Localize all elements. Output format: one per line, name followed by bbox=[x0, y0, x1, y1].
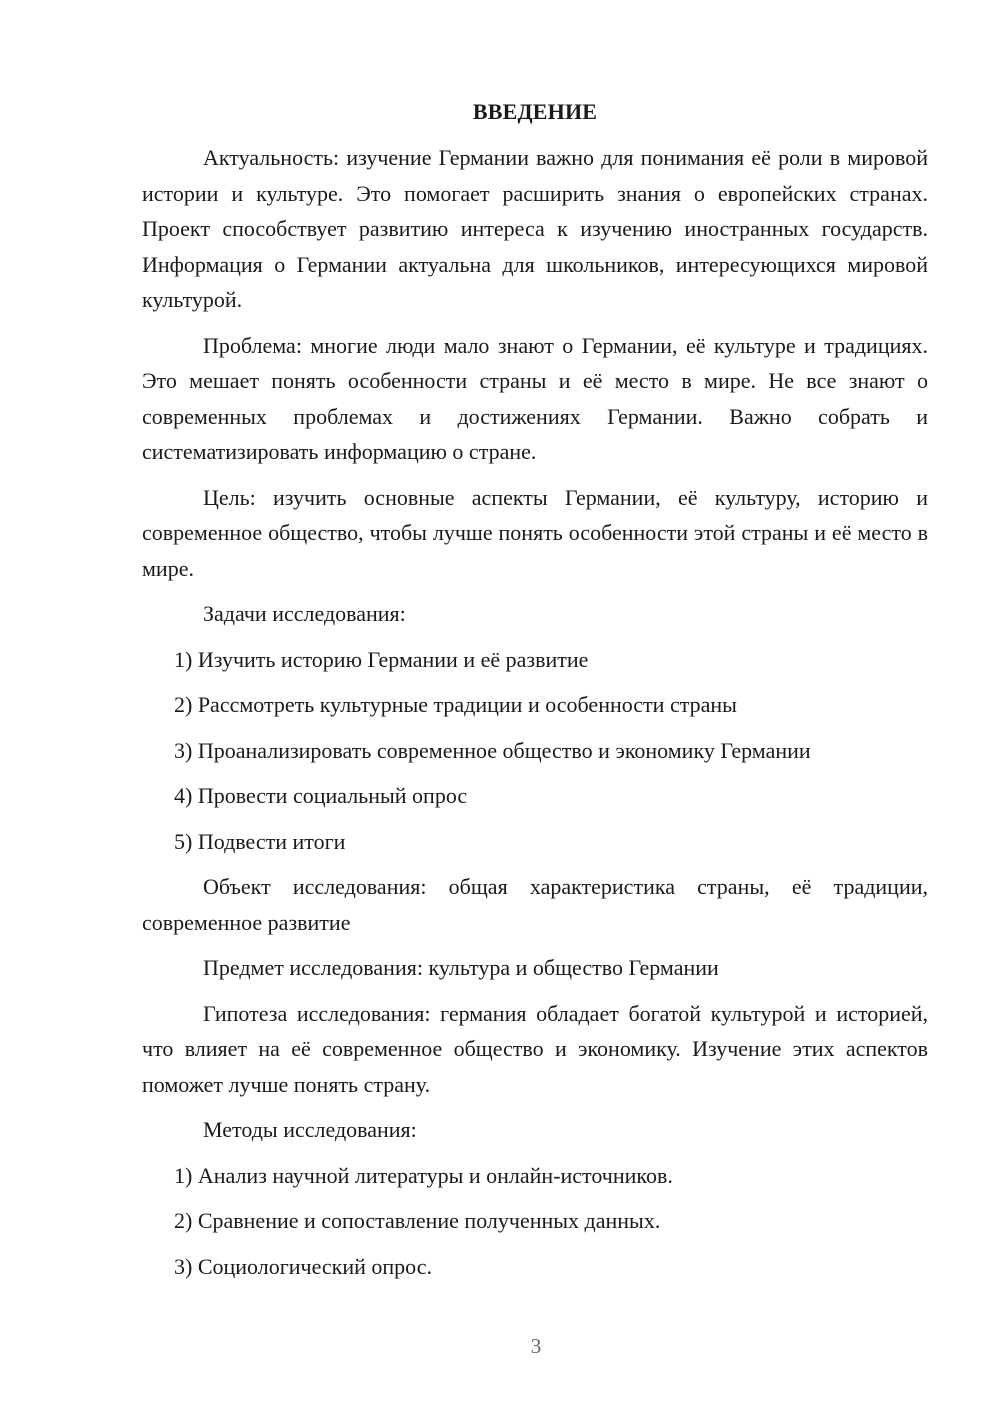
subject-paragraph: Предмет исследования: культура и общество Германии bbox=[203, 955, 719, 980]
list-item: 4) Провести социальный опрос bbox=[174, 783, 468, 808]
methods-heading: Методы исследования: bbox=[203, 1117, 417, 1142]
section-title: ВВЕДЕНИЕ bbox=[472, 99, 598, 124]
relevance-paragraph: Актуальность: изучение Германии важно для понимания её роли в мировой истории и культуре. Это помогает расширить знания о европейских странах. Проект способствует развитию интереса к изучению иностранных государств. Информация о Германии актуальна для школьников, интересующихся мировой культурой. bbox=[142, 145, 928, 312]
object-paragraph: Объект исследования: общая характеристика страны, её традиции, современное развитие bbox=[142, 874, 928, 935]
list-item: 2) Рассмотреть культурные традиции и особенности страны bbox=[174, 692, 737, 717]
tasks-list bbox=[142, 642, 928, 860]
list-item: 5) Подвести итоги bbox=[174, 828, 346, 854]
methods-list bbox=[142, 1158, 928, 1285]
problem-paragraph: Проблема: многие люди мало знают о Германии, её культуре и традициях. Это мешает понять особенности страны и её место в мире. Не все знают о современных проблемах и достижениях Германии. Важно собрать и систематизировать информацию о стране. bbox=[142, 332, 928, 464]
page-number: 3 bbox=[530, 1334, 542, 1358]
tasks-heading: Задачи исследования: bbox=[203, 601, 406, 626]
list-item: 3) Социологический опрос. bbox=[174, 1253, 432, 1279]
page-content bbox=[142, 94, 928, 1294]
hypothesis-paragraph: Гипотеза исследования: германия обладает богатой культурой и историей, что влияет на её современное общество и экономику. Изучение этих аспектов поможет лучше понять страну. bbox=[142, 1000, 928, 1097]
list-item: 1) Изучить историю Германии и её развитие bbox=[174, 646, 589, 672]
list-item: 1) Анализ научной литературы и онлайн-источников. bbox=[174, 1162, 673, 1188]
list-item: 3) Проанализировать современное общество и экономику Германии bbox=[174, 737, 811, 763]
goal-paragraph: Цель: изучить основные аспекты Германии, её культуру, историю и современное общество, чтобы лучше понять особенности этой страны и её место в мире. bbox=[142, 484, 928, 581]
list-item: 2) Сравнение и сопоставление полученных данных. bbox=[174, 1208, 661, 1233]
